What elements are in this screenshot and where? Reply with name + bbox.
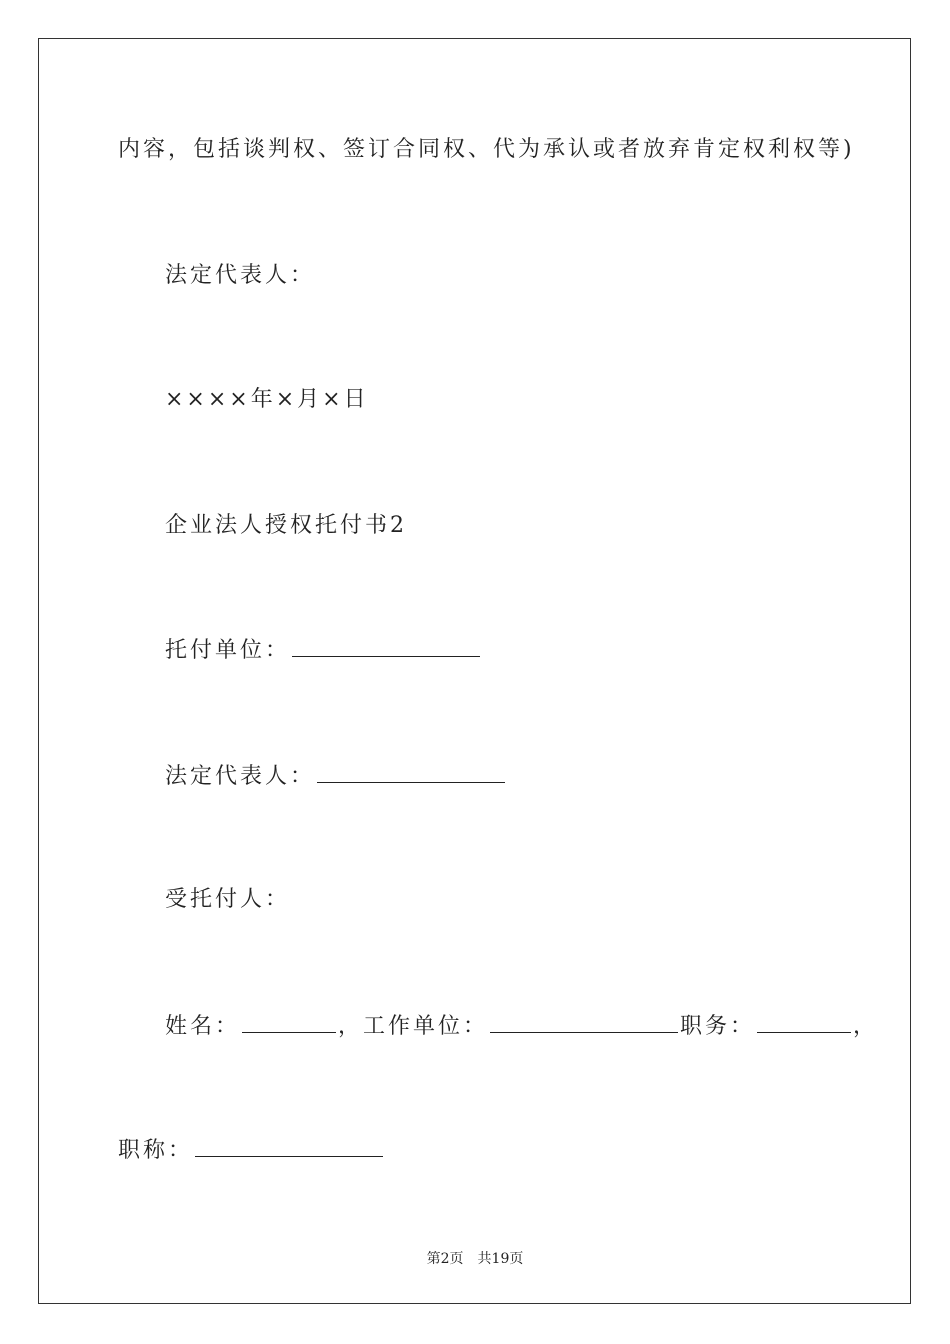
page-number: 第2页 — [426, 1251, 464, 1267]
page-total: 共19页 — [477, 1251, 524, 1267]
work-unit-label: ，工作单位： — [338, 1014, 489, 1039]
field-legal-representative — [165, 762, 507, 791]
text-heading-authorization-letter-2: 企业法人授权托付书2 — [165, 513, 407, 538]
field-trustee-details — [165, 1012, 878, 1041]
field-entrusting-unit — [165, 636, 482, 665]
text-date: ××××年×月×日 — [165, 387, 369, 412]
entrusting-unit-label: 托付单位： — [165, 638, 291, 663]
text-line-authority-scope: 内容，包括谈判权、签订合同权、代为承认或者放弃肯定权利权等) — [118, 137, 855, 162]
work-unit-blank — [490, 1012, 678, 1033]
trailing-comma: ， — [853, 1014, 879, 1039]
text-trustee: 受托付人： — [165, 887, 291, 912]
legal-representative-blank — [317, 762, 505, 783]
field-title — [118, 1136, 385, 1165]
title-blank — [195, 1136, 383, 1157]
page-border — [38, 38, 911, 1304]
entrusting-unit-blank — [292, 636, 480, 657]
legal-representative-label: 法定代表人： — [165, 764, 316, 789]
page-footer — [0, 1248, 950, 1268]
duty-blank — [757, 1012, 851, 1033]
title-label: 职称： — [118, 1138, 194, 1163]
duty-label: 职务： — [680, 1014, 756, 1039]
name-blank — [242, 1012, 336, 1033]
text-legal-representative: 法定代表人： — [165, 263, 316, 288]
name-label: 姓名： — [165, 1014, 241, 1039]
